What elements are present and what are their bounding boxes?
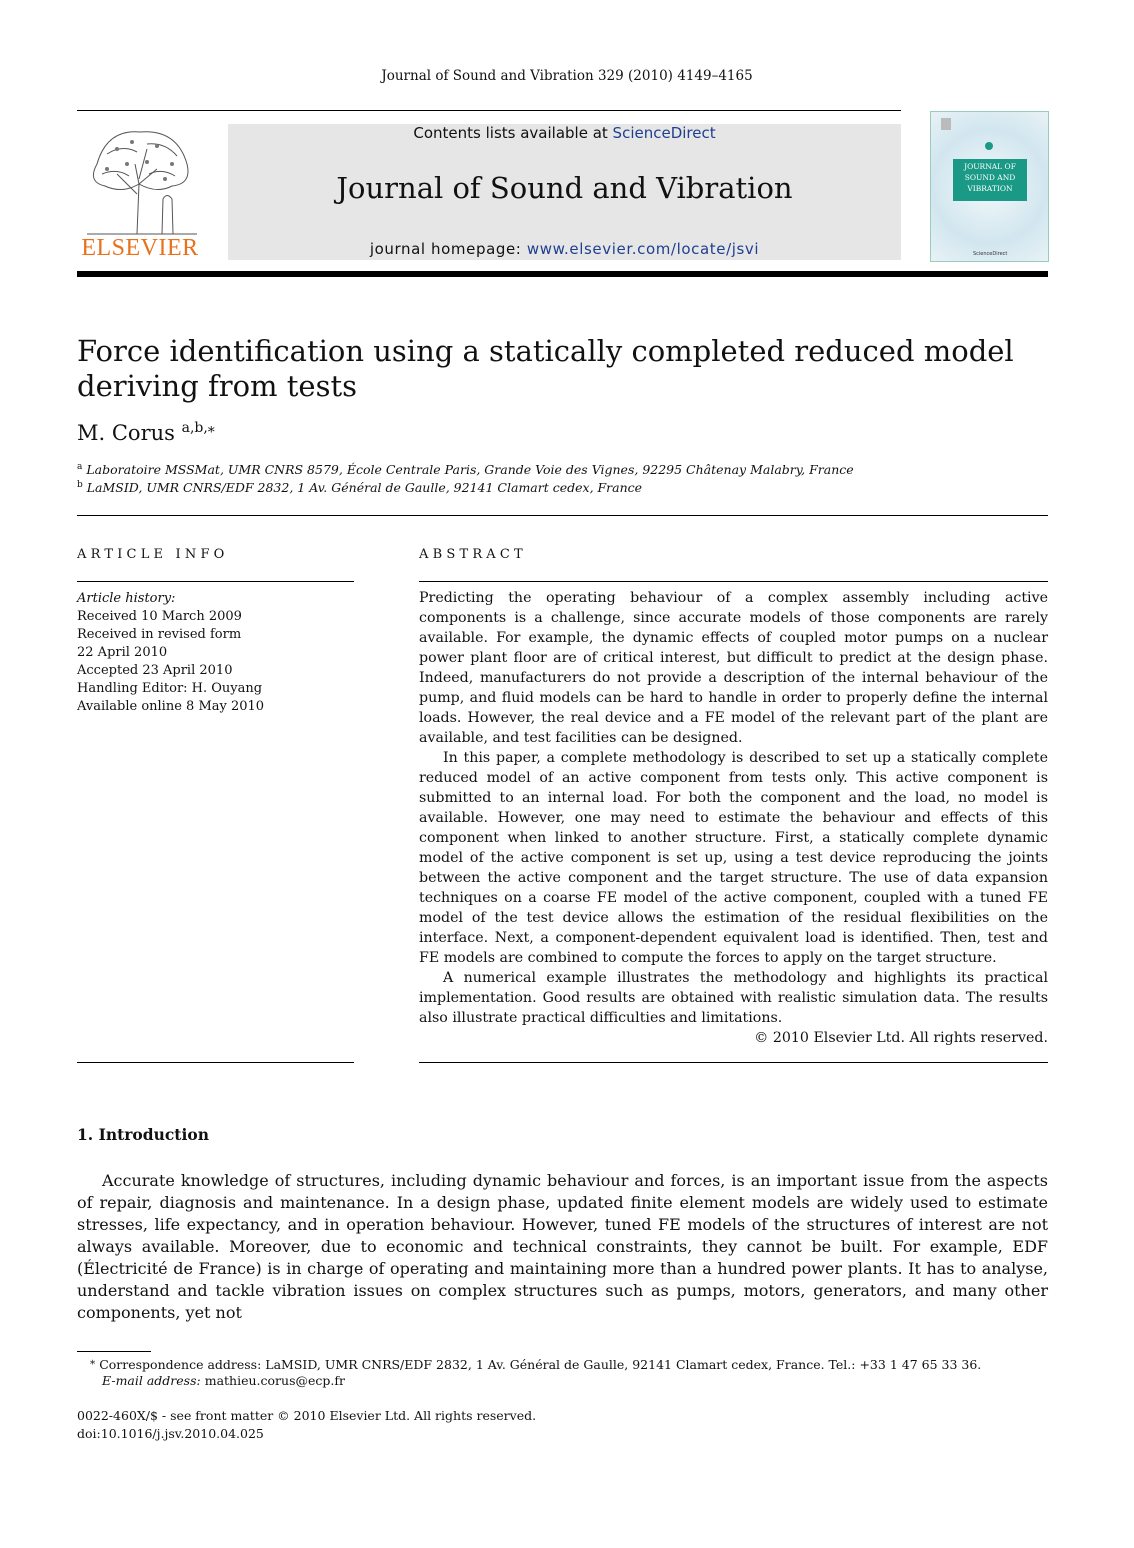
article-info-bottom-rule: [77, 1062, 354, 1063]
homepage-prefix: journal homepage:: [369, 240, 527, 258]
author-name: M. Corus: [77, 421, 175, 445]
abstract-body: [419, 588, 1048, 1048]
email-address[interactable]: mathieu.corus@ecp.fr: [204, 1373, 345, 1388]
cover-title: JOURNAL OF SOUND AND VIBRATION: [953, 159, 1027, 201]
homepage-link[interactable]: www.elsevier.com/locate/jsvi: [526, 240, 760, 258]
history-line: 22 April 2010: [77, 645, 168, 660]
affiliation-b: [77, 480, 642, 495]
tree-icon: [77, 124, 203, 236]
history-line: Received 10 March 2009: [77, 609, 242, 624]
abstract-bottom-rule: [419, 1062, 1048, 1063]
abstract-paragraph: A numerical example illustrates the methodology and highlights its practical implementation. Good results are obtained with realistic simulation data. The results also illustrate practical difficulties and limitations.: [419, 970, 1048, 1026]
footnote-rule: [77, 1351, 151, 1352]
article-history: [77, 590, 347, 716]
copyright-notice: © 2010 Elsevier Ltd. All rights reserved.: [754, 1030, 1048, 1046]
email-label: E-mail address:: [102, 1373, 201, 1388]
elsevier-wordmark: ELSEVIER: [81, 235, 199, 261]
front-matter-line: 0022-460X/$ - see front matter © 2010 Elsevier Ltd. All rights reserved.: [77, 1408, 537, 1423]
footnote-mark: ⁎: [90, 1355, 96, 1367]
article-info-rule: [77, 581, 354, 582]
article-info-heading: ARTICLE INFO: [77, 547, 229, 562]
author-affiliation-marks: a,b,⁎: [181, 420, 215, 436]
introduction-body: Accurate knowledge of structures, including dynamic behaviour and forces, is an important issue from the aspects of repair, diagnosis and maintenance. In a design phase, updated finite element models are widely used to estimate stresses, life expectancy, and in operation behaviour. However, tuned FE models of the structures of interest are not always available. Moreover, due to economic and technical constraints, they cannot be built. For example, EDF (Électricité de France) is in charge of operating and maintaining more than a hundred power plants. It has to analyse, understand and tackle vibration issues on complex structures such as pumps, motors, generators, and many other components, yet not: [77, 1171, 1048, 1322]
cover-sciencedirect-mark: ScienceDirect: [973, 251, 1008, 257]
contents-line: [228, 124, 901, 142]
correspondence-text: Correspondence address: LaMSID, UMR CNRS/EDF 2832, 1 Av. Général de Gaulle, 92141 Clamart cedex, France. Tel.: +33 1 47 65 33 36.: [99, 1357, 982, 1373]
journal-citation: Journal of Sound and Vibration 329 (2010) 4149–4165: [381, 68, 753, 84]
history-line: Handling Editor: H. Ouyang: [77, 681, 263, 696]
journal-cover-thumbnail: [930, 111, 1049, 262]
header-rule: [77, 110, 901, 111]
history-line: Received in revised form: [77, 627, 242, 642]
section-divider: [77, 515, 1048, 516]
abstract-rule: [419, 581, 1048, 582]
author-line: [77, 420, 215, 445]
affiliation-text: Laboratoire MSSMat, UMR CNRS 8579, École Centrale Paris, Grande Voie des Vignes, 92295 Châtenay Malabry, France: [86, 462, 854, 478]
history-line: Accepted 23 April 2010: [77, 663, 233, 678]
affiliation-a: [77, 462, 854, 477]
abstract-paragraph: Predicting the operating behaviour of a complex assembly including active components is a challenge, since accurate models of those components are rarely available. For example, the dynamic effects of coupled motor pumps on a nuclear power plant floor are of critical interest, but difficult to predict at the design phase. Indeed, manufacturers do not provide a description of the internal behaviour of the pump, and fluid models can be hard to handle in order to properly define the internal loads. However, the real device and a FE model of the relevant part of the plant are available, and test facilities can be designed.: [419, 590, 1048, 746]
email-footnote: [102, 1373, 345, 1388]
abstract-heading: ABSTRACT: [419, 547, 527, 562]
contents-prefix: Contents lists available at: [413, 124, 613, 142]
history-label: Article history:: [77, 591, 176, 606]
introduction-heading: 1. Introduction: [77, 1125, 209, 1144]
homepage-line: [228, 240, 901, 258]
cover-badge-icon: [985, 142, 993, 150]
sciencedirect-link[interactable]: ScienceDirect: [612, 124, 716, 142]
correspondence-footnote: [90, 1355, 981, 1372]
abstract-paragraph: In this paper, a complete methodology is described to set up a statically complete reduced model of an active component from tests only. This active component is submitted to an internal load. For both the component and the load, no model is available. However, one may need to estimate the behaviour and effects of this component when linked to another structure. First, a statically complete dynamic model of the active component is set up, using a test device reproducing the joints between the active component and the target structure. The use of data expansion techniques on a coarse FE model of the active component, coupled with a tuned FE model of the test device allows the estimation of the residual flexibilities on the interface. Next, a component-dependent equivalent load is identified. Then, test and FE models are combined to compute the forces to apply on the target structure.: [419, 750, 1048, 966]
journal-banner: [228, 124, 901, 260]
header-thick-rule: [77, 271, 1048, 277]
affiliation-mark: b: [77, 480, 83, 490]
doi-line[interactable]: doi:10.1016/j.jsv.2010.04.025: [77, 1426, 264, 1441]
affiliation-text: LaMSID, UMR CNRS/EDF 2832, 1 Av. Général de Gaulle, 92141 Clamart cedex, France: [86, 480, 643, 496]
journal-title: Journal of Sound and Vibration: [336, 171, 793, 205]
elsevier-logo: [77, 124, 203, 262]
affiliation-mark: a: [77, 462, 83, 472]
cover-logo-icon: [941, 118, 951, 130]
article-title: Force identification using a statically completed reduced model deriving from tests: [77, 334, 1014, 403]
history-line: Available online 8 May 2010: [77, 699, 265, 714]
